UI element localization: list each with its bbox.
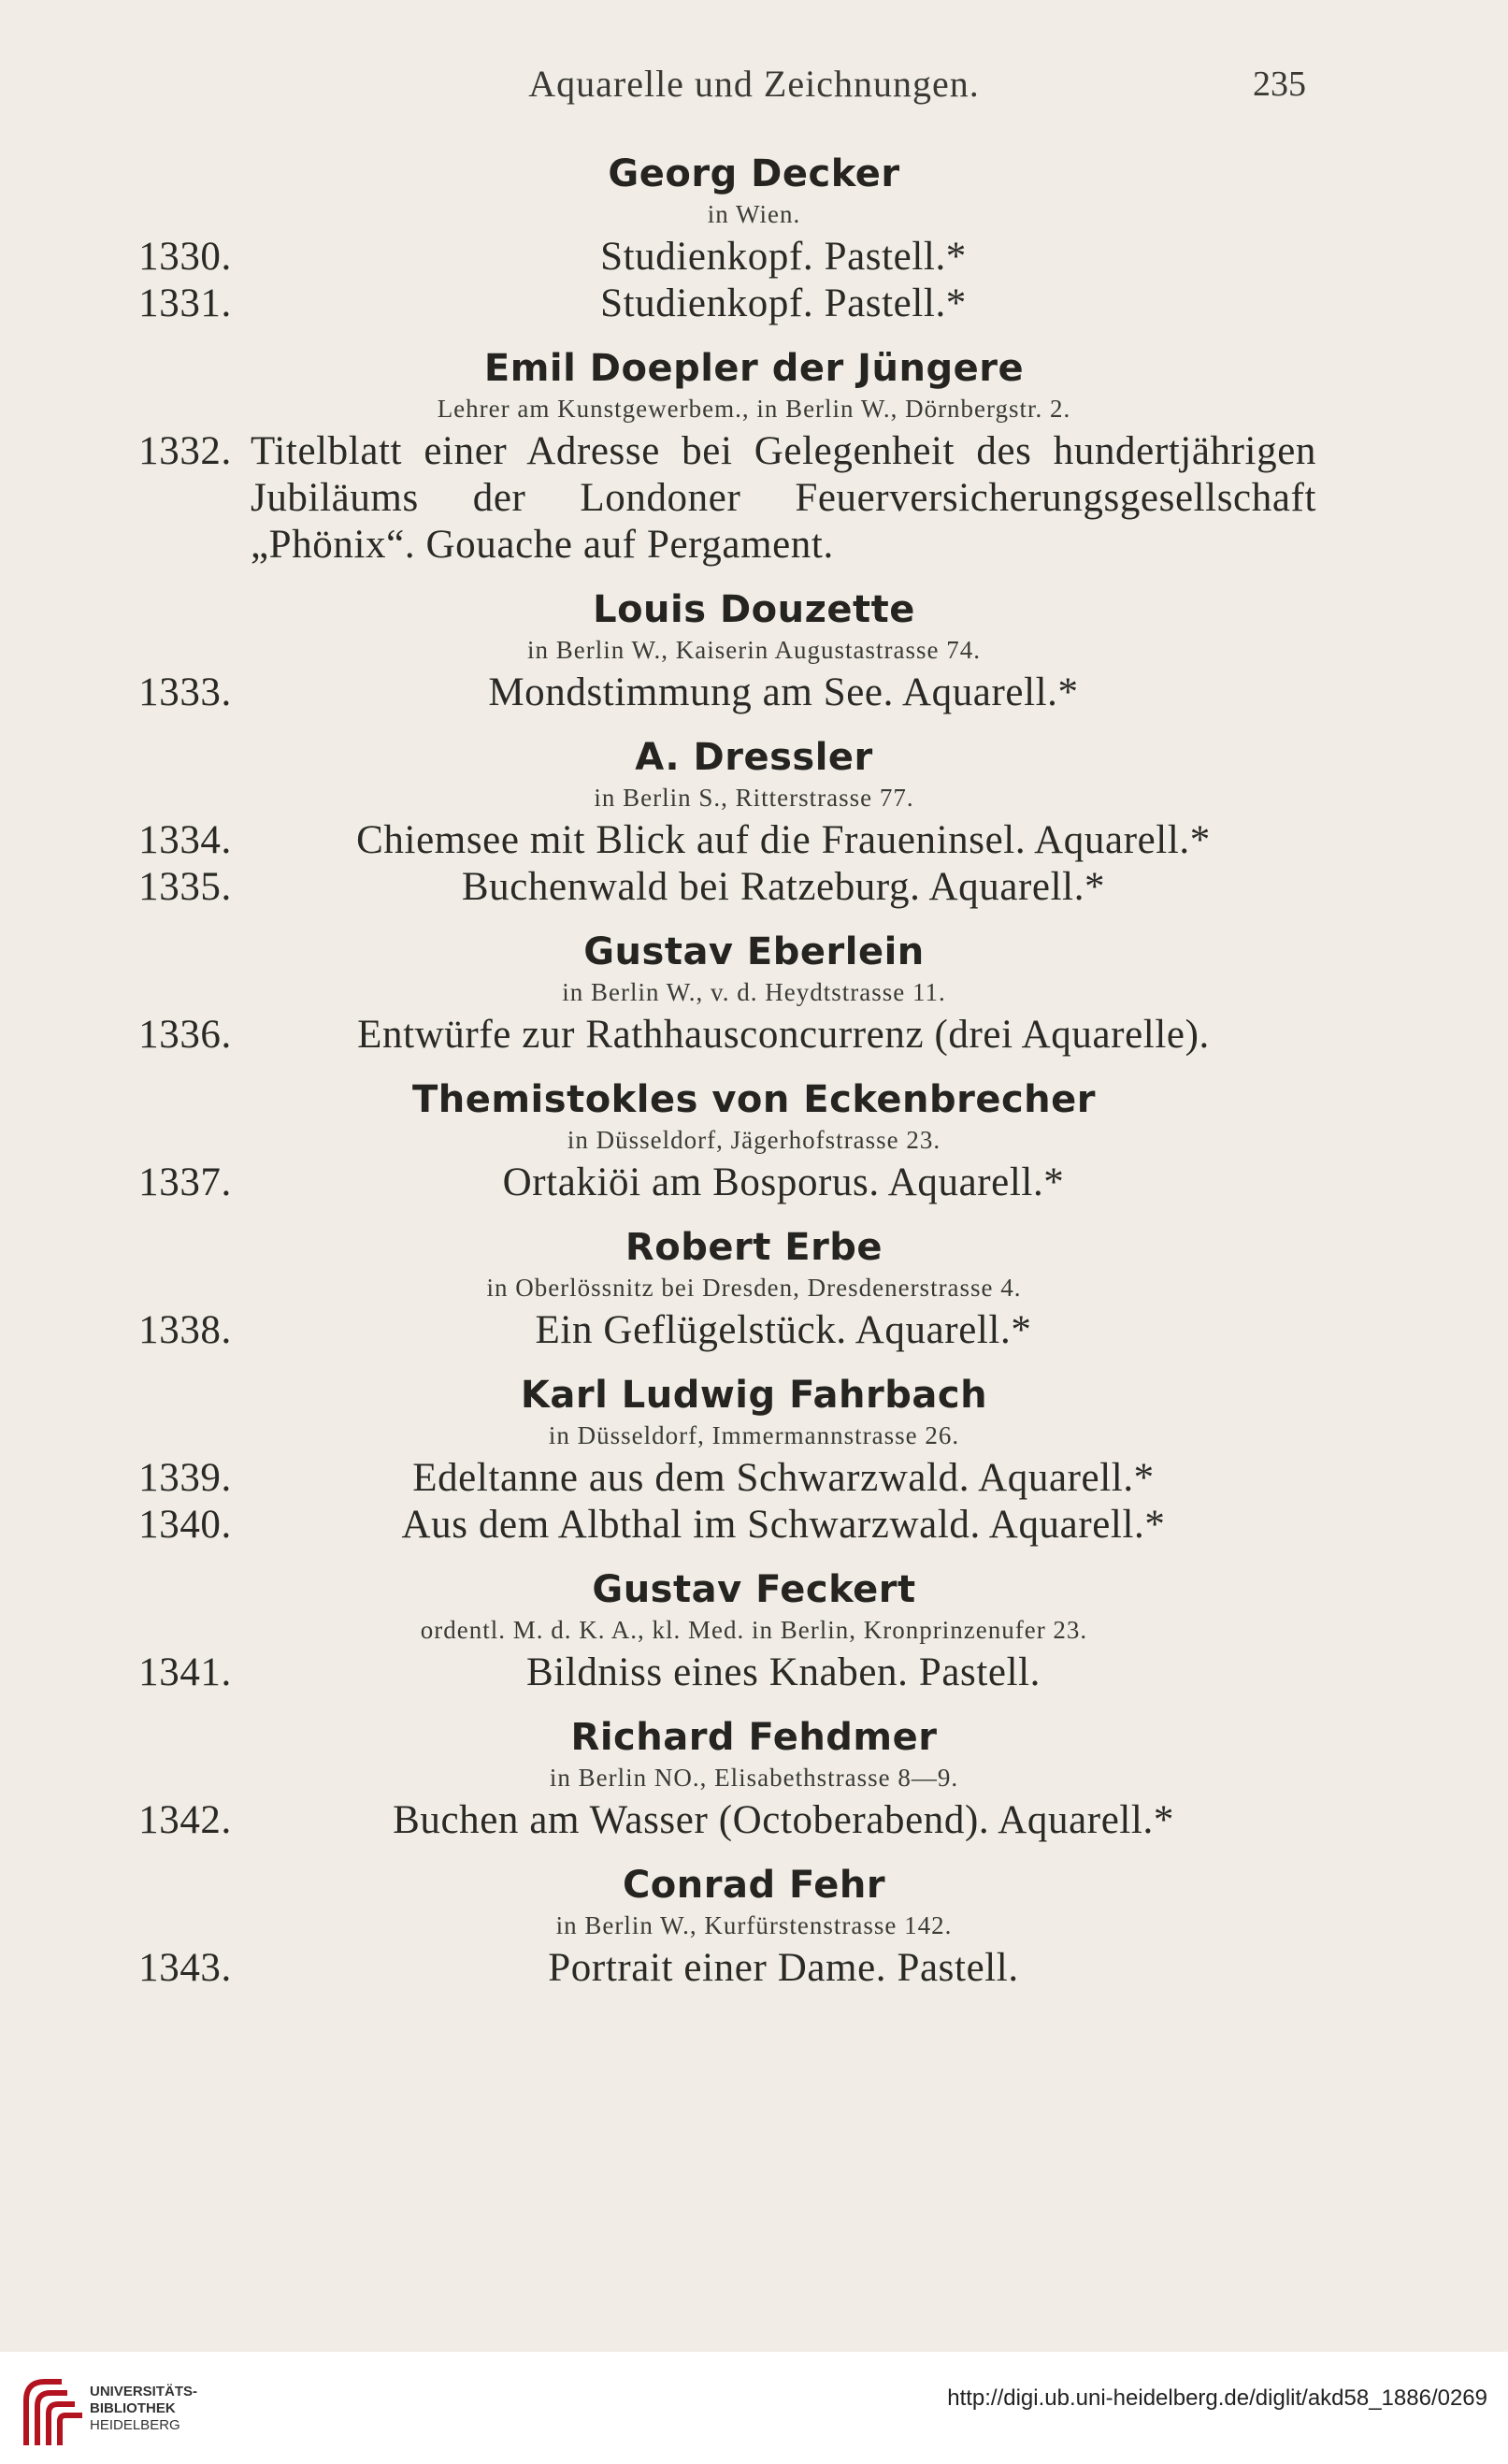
artist-name: Richard Fehdmer [570, 1716, 938, 1759]
entry-title: Studienkopf. Pastell.* [600, 235, 967, 279]
entry-title: Chiemsee mit Blick auf die Fraueninsel. Aquarell.* [356, 818, 1211, 862]
artist-block [0, 928, 1508, 1059]
artist-name: Georg Decker [608, 152, 900, 195]
catalog-entry [120, 817, 1316, 864]
entry-list [120, 428, 1316, 569]
artist-address: in Düsseldorf, Immermannstrasse 26. [548, 1421, 960, 1449]
library-line: HEIDELBERG [90, 2417, 180, 2433]
entry-list [120, 1945, 1316, 1992]
entry-title: Entwürfe zur Rathhausconcurrenz (drei Aquarelle). [357, 1013, 1210, 1057]
entry-title: Mondstimmung am See. Aquarell.* [488, 670, 1079, 714]
entry-number: 1337. [138, 1160, 232, 1204]
artist-block [0, 344, 1508, 569]
entry-title: Studienkopf. Pastell.* [600, 281, 967, 325]
entry-number: 1334. [138, 818, 232, 862]
artist-name: Conrad Fehr [622, 1864, 886, 1907]
catalog-entry [120, 1160, 1316, 1206]
artist-address: in Wien. [707, 200, 801, 228]
entry-title: Buchenwald bei Ratzeburg. Aquarell.* [461, 865, 1106, 909]
entry-number: 1332. [138, 429, 232, 473]
artist-address: in Berlin W., v. d. Heydtstrasse 11. [562, 978, 946, 1006]
catalog-entry [120, 281, 1316, 327]
entry-title: Ein Geflügelstück. Aquarell.* [535, 1308, 1032, 1352]
entry-number: 1342. [138, 1798, 232, 1842]
artist-name: Karl Ludwig Fahrbach [520, 1374, 988, 1417]
entry-list [120, 1650, 1316, 1696]
entry-number: 1343. [138, 1946, 232, 1990]
entry-title: Edeltanne aus dem Schwarzwald. Aquarell.* [412, 1456, 1155, 1500]
artist-address: in Oberlössnitz bei Dresden, Dresdenerstrasse 4. [486, 1274, 1022, 1302]
entry-list [120, 1307, 1316, 1354]
artist-name: Themistokles von Eckenbrecher [411, 1078, 1097, 1121]
page-number: 235 [1253, 65, 1306, 104]
artist-block [0, 1861, 1508, 1992]
library-line: BIBLIOTHEK [90, 2400, 176, 2416]
entry-list [120, 234, 1316, 327]
entry-list [120, 670, 1316, 716]
artist-name: Emil Doepler der Jüngere [483, 347, 1025, 390]
catalog-entry [120, 1650, 1316, 1696]
entry-list [120, 1797, 1316, 1844]
artist-address: in Berlin W., Kurfürstenstrasse 142. [555, 1911, 953, 1939]
artist-block [0, 1565, 1508, 1696]
artist-address: Lehrer am Kunstgewerbem., in Berlin W., Dörnbergstr. 2. [437, 395, 1071, 423]
catalog-entry [120, 1945, 1316, 1992]
running-head [0, 62, 1508, 118]
artist-block [0, 1371, 1508, 1549]
entry-number: 1338. [138, 1308, 232, 1352]
entry-number: 1335. [138, 865, 232, 909]
artist-address: in Berlin S., Ritterstrasse 77. [594, 784, 914, 812]
entry-number: 1341. [138, 1650, 232, 1694]
source-url-link[interactable]: http://digi.ub.uni-heidelberg.de/diglit/akd58_1886/0269 [947, 2385, 1487, 2411]
artist-block [0, 1713, 1508, 1844]
artist-name: Gustav Eberlein [583, 930, 925, 973]
entry-list [120, 817, 1316, 911]
library-line: UNIVERSITÄTS- [90, 2384, 198, 2399]
catalog-entry [120, 670, 1316, 716]
artist-name: Louis Douzette [593, 588, 915, 631]
artist-block [0, 585, 1508, 716]
artist-name: Robert Erbe [625, 1226, 883, 1269]
entry-title: Ortakiöi am Bosporus. Aquarell.* [502, 1160, 1065, 1204]
entry-number: 1330. [138, 235, 232, 279]
entry-number: 1340. [138, 1503, 232, 1547]
entry-number: 1339. [138, 1456, 232, 1500]
artist-address: in Berlin W., Kaiserin Augustastrasse 74. [527, 636, 981, 664]
artist-name: A. Dressler [635, 736, 873, 779]
catalog-entry [120, 1307, 1316, 1354]
entry-title: Bildniss eines Knaben. Pastell. [525, 1650, 1041, 1694]
artist-block [0, 1223, 1508, 1354]
catalog-entry [120, 1012, 1316, 1059]
artist-address: ordentl. M. d. K. A., kl. Med. in Berlin, Kronprinzenufer 23. [420, 1616, 1088, 1644]
footer-bar [0, 2352, 1508, 2464]
artist-block [0, 1075, 1508, 1206]
entry-title: Buchen am Wasser (Octoberabend). Aquarell.* [393, 1798, 1174, 1842]
artist-block [0, 733, 1508, 911]
catalog-entries [0, 150, 1508, 1992]
catalog-entry [120, 428, 1316, 569]
library-name [90, 2384, 197, 2434]
entry-number: 1331. [138, 281, 232, 325]
entry-number: 1333. [138, 670, 232, 714]
catalog-entry [120, 864, 1316, 911]
catalog-entry [120, 1455, 1316, 1502]
entry-title: Titelblatt einer Adresse bei Gelegenheit des hundertjährigen Jubiläums der Londoner Feuerversicherungsgesellschaft „Phönix“. Gouache auf Pergament. [251, 429, 1316, 567]
catalog-entry [120, 1502, 1316, 1549]
entry-number: 1336. [138, 1013, 232, 1057]
artist-name: Gustav Feckert [592, 1568, 916, 1611]
entry-list [120, 1160, 1316, 1206]
library-logo-icon [21, 2372, 88, 2451]
artist-address: in Berlin NO., Elisabethstrasse 8—9. [549, 1764, 959, 1792]
entry-title: Portrait einer Dame. Pastell. [548, 1946, 1019, 1990]
entry-list [120, 1012, 1316, 1059]
catalog-entry [120, 234, 1316, 281]
artist-address: in Düsseldorf, Jägerhofstrasse 23. [567, 1126, 941, 1154]
entry-title: Aus dem Albthal im Schwarzwald. Aquarell.* [401, 1503, 1166, 1547]
artist-block [0, 150, 1508, 327]
catalog-entry [120, 1797, 1316, 1844]
entry-list [120, 1455, 1316, 1549]
page-title: Aquarelle und Zeichnungen. [528, 63, 980, 105]
